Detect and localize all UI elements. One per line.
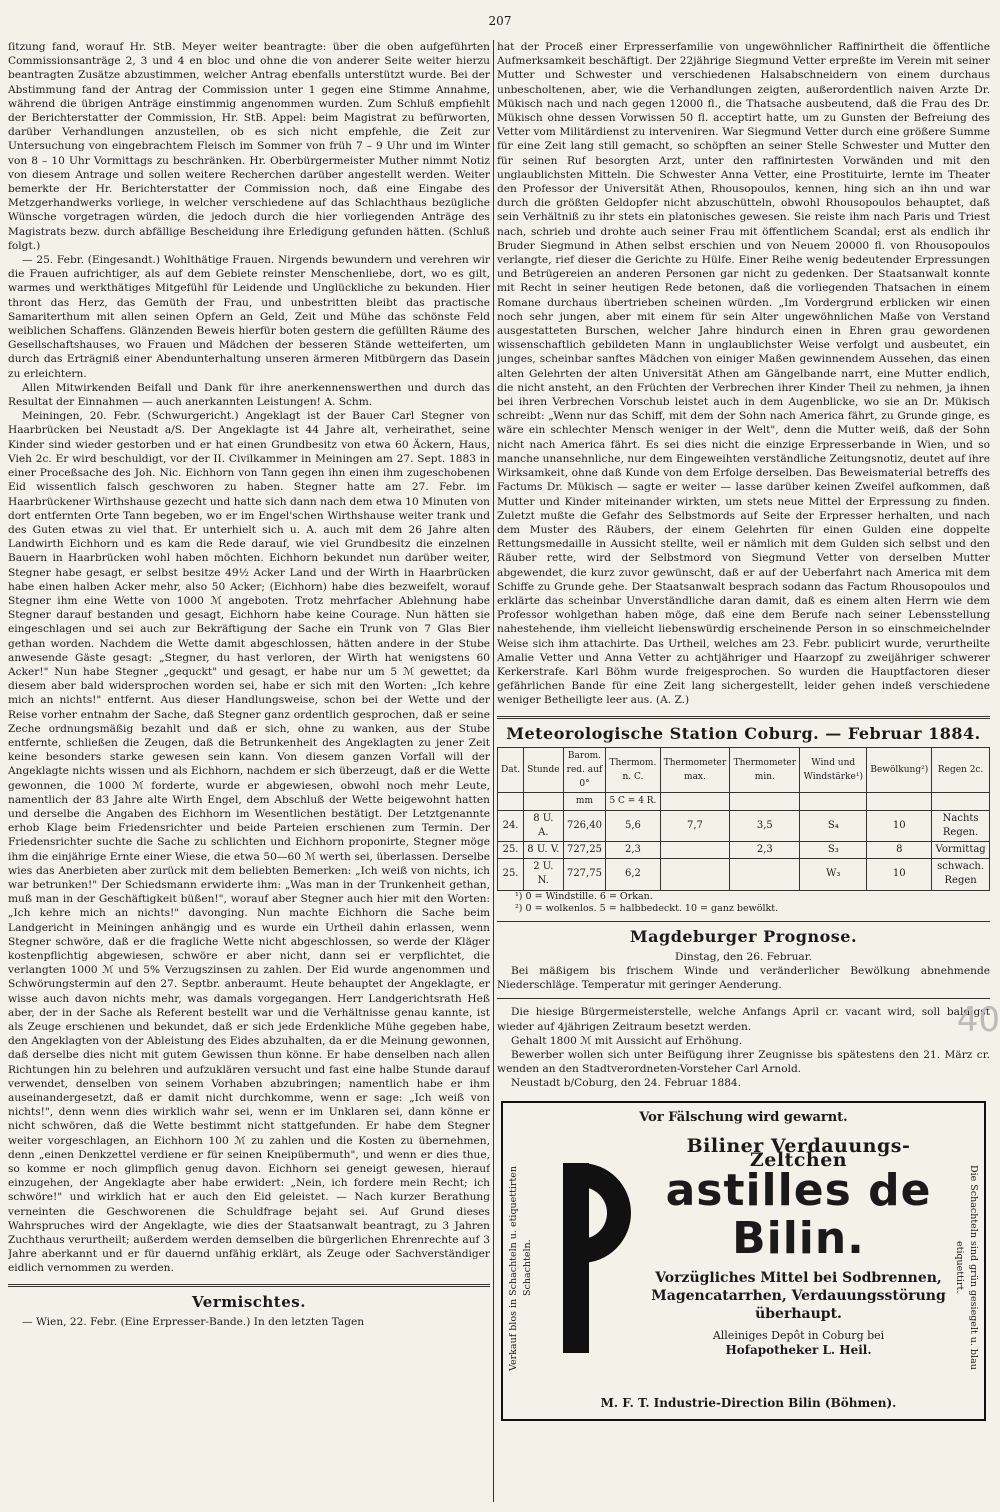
table-cell: 10 (867, 810, 932, 841)
notice-apply: Bewerber wollen sich unter Beifügung ihrer Zeugnisse bis spätestens den 21. März cr. wenden an den Stadtverordneten-Vorsteher Carl Arnold. (497, 1049, 990, 1076)
weather-subheader-cell (867, 793, 932, 810)
ad-depot-name: Hofapotheker L. Heil. (725, 1343, 872, 1358)
misc-section-title: Vermischtes. (192, 1292, 306, 1311)
table-row (498, 810, 990, 841)
weather-header-cell: Dat. (498, 747, 524, 793)
article-thanks: Allen Mitwirkenden Beifall und Dank für ihre anerkennenswerthen und durch das Resultat der Einnahmen — auch anerkannten Leistungen! A. Schm. (8, 381, 490, 409)
section-divider (8, 1284, 490, 1287)
table-cell: 24. (498, 810, 524, 841)
table-cell: 727,25 (563, 841, 606, 858)
table-cell: 10 (867, 859, 932, 890)
weather-header-cell: Regen 2c. (932, 747, 990, 793)
ad-depot-label: Alleiniges Depôt in Coburg bei (712, 1329, 885, 1343)
weather-subheader-row (498, 793, 990, 810)
weather-header-row (498, 747, 990, 793)
notice-signature: Neustadt b/Coburg, den 24. Februar 1884. (511, 1077, 742, 1090)
page-number: 207 (488, 14, 512, 28)
weather-subheader-cell (932, 793, 990, 810)
prognosis-divider (497, 921, 990, 922)
table-row (498, 859, 990, 890)
table-cell: schwach. Regen (932, 859, 990, 890)
weather-subheader-cell: mm (563, 793, 606, 810)
ad-brand-line2: astilles de Bilin. (665, 1165, 932, 1265)
ad-big-letter-p-icon (563, 1163, 633, 1353)
weather-note: ²) 0 = wolkenlos. 5 = halbbedeckt. 10 = ganz bewölkt. (515, 902, 779, 914)
table-cell (660, 859, 730, 890)
ad-brand-line1: Biliner Verdauungs-Zeltchen (686, 1134, 911, 1171)
article-charitable-women: — 25. Febr. (Eingesandt.) Wohlthätige Frauen. Nirgends bewundern und verehren wir die Frauen aufrichtiger, als auf dem Gebiete reinster Menschenliebe, dort, wo es gilt, warmes und werkthätiges Mitgefühl für Leidende und Unglückliche zu bekunden. Hier thront das Herz, das Gemüth der Frau, und unbestritten bleibt das practische Samariterthum mit allen seinen Opfern an Geld, Zeit und Mühe das schönste Feld weiblichen Schaffens. Glänzenden Beweis hierfür boten gestern die gefüllten Räume des Gesellschaftshauses, wo Frauen und Mädchen der besseren Stände wetteiferten, um durch das Erträgniß einer Abendunterhaltung unseren ärmeren Mitbürgern das Dasein zu erleichtern. (8, 254, 490, 380)
table-cell: 3,5 (730, 810, 800, 841)
ad-body (643, 1134, 954, 1359)
table-cell: 2 U. N. (524, 859, 564, 890)
weather-header-cell: Barom. red. auf 0° (563, 747, 606, 793)
weather-divider (497, 716, 990, 719)
table-cell: 7,7 (660, 810, 730, 841)
article-vienna-continuation: hat der Proceß einer Erpresserfamilie von ungewöhnlicher Raffinirtheit die öffentliche Aufmerksamkeit beschäftigt. Der 22jährige Siegmund Vetter erpreßte im Verein mit seiner Mutter und Schwester und verschiedenen Halsabschneidern von einem durchaus unbescholtenen, aber, wie die Verhandlungen zeigten, außerordentlich naiven Arzte Dr. Mükisch nach und nach gegen 12000 fl., die Thatsache ausbeutend, daß die Frau des Dr. Mükisch ohne dessen Vorwissen 50 fl. acceptirt hatte, um zu Gunsten der Befreiung des Vetter vom Militärdienst zu interveniren. War Siegmund Vetter durch eine größere Summe für eine Zeit lang still gemacht, so schöpften an seiner Stelle Schwester und Mutter den für seinen Ruf besorgten Arzt, unter den raffinirtesten Vorwänden und mit den unglaublichsten Mitteln. Die Schwester Anna Vetter, eine Prostituirte, lernte im Theater den Professor der Universität Athen, Rhousopoulos, kennen, hing sich an ihn und war durch die größten Geldopfer nicht abzuschütteln, obwohl Rhousopoulos behauptet, daß sein Verhältniß zu ihr stets ein platonisches gewesen. Sie reiste ihm nach Paris und Triest nach, schrieb und drohte auch seiner Frau mit öffentlichem Scandal; erst als endlich ihr Bruder Siegmund in Athen selbst erschien und von Neuem 20000 fl. von Rhousopoulos verlangte, rief dieser die Gerichte zu Hülfe. Einer Reihe wenig bedeutender Erpressungen und Betrügereien an anderen Personen gar nicht zu gedenken. Der Staatsanwalt konnte mit Recht in seiner heutigen Rede betonen, daß die vorliegenden Thatsachen in einem Romane durchaus übertrieben scheinen würden. „Im Vordergrund erblicken wir einen noch sehr jungen, aber mit einem für sein Alter ungewöhnlichen Maße von Verstand ausgestatteten Burschen, welcher Jahre hindurch einen in Ehren grau gewordenen wissenschaftlich gebildeten Mann in unglaublichster Weise verfolgt und ausbeutet, ein junges, scheinbar sanftes Mädchen von einiger Maßen gewinnendem Aussehen, das einen alten Gelehrten der alten Universität Athen am Gängelbande narrt, eine Mutter endlich, die nicht ansteht, an den Früchten der Verbrechen ihrer Kinder Theil zu nehmen, ja ihnen bei ihren Verbrechen Vorschub leistet auch in dem Augenblicke, wo sie an Dr. Mükisch schreibt: „Wenn nur das Schiff, mit dem der Sohn nach America fährt, zu Grunde ginge, es wäre ein schlechter Mensch weniger in der Welt", denn die Mutter weiß, daß der Sohn nicht nach America fährt. Es sei dies nicht die einzige Erpresserbande in Wien, und so manche unansehnliche, nur dem Eingeweihten verständliche Zeitungsnotiz, deutet auf ihre Wirksamkeit, ohne daß Kunde von dem Erfolge derselben. Das Beweismaterial betreffs des Factums Dr. Mükisch — sagte er weiter — lasse darüber keinen Zweifel aufkommen, daß Mutter und Kinder miteinander wirkten, um stets neue Mittel der Erpressung zu finden. Zuletzt mußte die Gefahr des Selbstmords auf Seite der Erpresser herhalten, und nach dem Muster des Räubers, der einem Gelehrten für einen Gulden eine doppelte Rettungsmedaille in Aussicht stellte, weil er nämlich mit dem Gulden sich selbst und den Räuber rette, wird der Selbstmord von Siegmund Vetter von derselben Mutter abgewendet, die kurz zuvor gewünscht, daß er auf der Ueberfahrt nach America mit dem Schiffe zu Grunde gehe. Der Staatsanwalt besprach sodann das Factum Rhousopoulos und erklärte das scheinbar Unverständliche daran damit, daß es einem alten Herrn wie dem Professor wohlgethan haben möge, daß eine dem Berufe nach seiner Lebensstellung nahestehende, ihm vielleicht liebenswürdig erscheinende Person in so einschmeichelnder Weise sich ihm attachirte. Das Urtheil, welches am 23. Febr. publicirt wurde, verurtheilte Amalie Vetter und Anna Vetter zu achtjähriger und Haarzopf zu zweijähriger schwerer Kerkerstrafe. Karl Böhm wurde freigesprochen. So wurden die Hauptfactoren dieser gefährlichen Bande für eine Zeit lang sichergestellt, leider gehen indeß verschiedene weniger Betheiligte leer aus. (A. Z.) (497, 41, 990, 707)
ad-footer: M. F. T. Industrie-Direction Bilin (Böhmen). (600, 1396, 897, 1411)
left-column (8, 40, 490, 1508)
table-cell: S₄ (800, 810, 867, 841)
notice-text: Die hiesige Bürgermeisterstelle, welche Anfangs April cr. vacant wird, soll baldigst wieder auf 4jährigen Zeitraum besetzt werden. (497, 1006, 990, 1033)
table-cell: Vormittag (932, 841, 990, 858)
advertisement-bilin (501, 1101, 986, 1421)
table-cell: 727,75 (563, 859, 606, 890)
weather-header-cell: Wind und Windstärke¹) (800, 747, 867, 793)
prognosis-title: Magdeburger Prognose. (629, 926, 858, 946)
ad-depot (643, 1329, 954, 1358)
table-row (498, 841, 990, 858)
notice-salary: Gehalt 1800 ℳ mit Aussicht auf Erhöhung. (511, 1034, 743, 1047)
weather-title: Meteorologische Station Coburg. — Februar 1884. (506, 723, 981, 743)
table-cell: 2,3 (606, 841, 660, 858)
article-vienna-intro: — Wien, 22. Febr. (Eine Erpresser-Bande.) In den letzten Tagen (22, 1315, 365, 1328)
table-cell (730, 859, 800, 890)
ad-side-text-left: Verkauf blos in Schachteln u. etiquettirten Schachteln. (508, 1165, 534, 1371)
table-cell: 726,40 (563, 810, 606, 841)
right-column (497, 40, 990, 1508)
table-cell: 8 (867, 841, 932, 858)
article-meiningen-court: Meiningen, 20. Febr. (Schwurgericht.) Angeklagt ist der Bauer Carl Stegner von Haarbrücken bei Neustadt a/S. Der Angeklagte ist 44 Jahre alt, verheirathet, seine Kinder sind wieder gestorben und er hat einen Grundbesitz von etwa 60 Äckern, Haus, Vieh 2c. Er wird beschuldigt, vor der II. Civilkammer in Meiningen am 27. Sept. 1883 in einer Proceßsache des Joh. Nic. Eichhorn von Tann gegen ihn einen ihm zugeschobenen Eid wissentlich falsch geschworen zu haben. Stegner hatte am 27. Febr. im Haarbrückener Wirthshause gezecht und hatte sich dann nach dem etwa 10 Minuten von dort entfernten Orte Tann begeben, wo er im Engel'schen Wirthshause weiter trank und des Guten etwas zu viel that. Er unterhielt sich u. A. auch mit dem 26 Jahre alten Landwirth Eichhorn und es kam die Rede darauf, wie viel Grundbesitz die einzelnen Bauern in Haarbrücken wohl haben möchten. Eichhorn bekundet nun darüber weiter, Stegner habe gesagt, er selbst besitze 49½ Acker Land und der Wirth in Haarbrücken habe einen halben Acker mehr, also 50 Acker; (Eichhorn) habe dies bezweifelt, worauf Stegner ihm eine Wette von 1000 ℳ angeboten. Trotz mehrfacher Ablehnung habe Stegner darauf bestanden und gesagt, Eichhorn habe keine Courage. Nun hätten sie eingeschlagen und sei auch zur Bekräftigung der Sache ein Trunk von 7 Glas Bier gethan worden. Nachdem die Wette damit abgeschlossen, hätten andere in der Stube anwesende Gäste gesagt: „Stegner, du hast verloren, der Wirth hat wenigstens 60 Acker!" Nun habe Stegner „gequckt" und gesagt, er habe nur um 5 ℳ gewettet; da diesem aber bald widersprochen worden sei, habe er sich mit den Worten: „Ich kehre mich an nichts!" entfernt. Aus dieser Handlungsweise, schon bei der Wette und der Reise vorher entnahm der Sache, daß Stegner ganz ordentlich gesprochen, daß er seine Zeche ordnungsmäßig bezahlt und daß er sich, ohne zu wanken, aus der Stube entfernte, schließen die Zeugen, daß die Betrunkenheit des Angeklagten zu jener Zeit keine besonders starke gewesen sein kann. Von diesem ganzen Vorfall will der Angeklagte nichts wissen und als Eichhorn, nachdem er sich überzeugt, daß er die Wette gewonnen, die 1000 ℳ forderte, wurde er abgewiesen, obwohl noch mehr Leute, namentlich der 83 Jahre alte Wirth Engel, dem Abschluß der Wette beigewohnt hatten und derselbe die Angaben des Eichhorn im Wesentlichen bestätigt. Der Letztgenannte erhob Klage beim Friedensrichter und beide Parteien erschienen zum Termin. Der Friedensrichter suchte die Sache zu schlichten und Eichhorn proponirte, Stegner möge ihm die einjährige Ernte einer Wiese, die etwa 50—60 ℳ werth sei, überlassen. Derselbe wies das Anerbieten aber zurück mit dem beliebten Bemerken: „Ich weiß von nichts, ich war betrunken!" Der Schiedsmann erwiderte ihm: „Was man in der Trunkenheit gethan, muß man in der Geschäftigkeit büßen!", worauf aber Stegner auch hier mit den Worten: „Ich kehre mich an nichts!" davonging. Nun machte Eichhorn die Sache beim Landgericht in Meiningen anhängig und es wurde ein Urtheil dahin erlassen, wenn Stegner schwöre, daß er die fragliche Wette nicht abgeschlossen, so werde der Kläger kostenpflichtig abgewiesen, schwöre er aber nicht, dann sei er verpflichtet, die verlangten 1000 ℳ und 5% Verzugszinsen zu zahlen. Der Eid wurde angenommen und Schwörungstermin auf den 27. Septbr. anberaumt. Heute behauptet der Angeklagte, er wisse auch davon nichts mehr, was damals vorgegangen. Herr Landgerichtsrath Heß aber, der in der Sache als Referent bestellt war und die Verhältnisse genau kannte, ist als Zeuge erschienen und bekundet, daß er sich jede Erdenkliche Mühe gegeben habe, den Angeklagten von der Ableistung des Eides abzuhalten, da er die Meinung gewonnen, daß derselbe dies nicht mit gutem Gewissen thun könne. Er habe denselben nach allen Richtungen hin zu belehren und aufzuklären versucht und fast eine halbe Stunde darauf verwendet, denselben von seinem Vorhaben abzubringen; namentlich habe er ihm auseinandergesetzt, daß er damit nicht durchkomme, wenn er sage: „Ich weiß von nichts!", denn wenn dies wirklich wahr sei, wenn er im Unklaren sei, dann könne er nicht schwören, daß die Wette bestimmt nicht stattgefunden. Er habe dem Stegner weiter vorgeschlagen, an Eichhorn 100 ℳ zu zahlen und die Kosten zu übernehmen, denn „einen Denkzettel verdiene er für seinen Kneipübermuth", und wenn er dies thue, so komme er noch glimpflich genug davon. Eichhorn sei geneigt gewesen, hierauf einzugehen, der Angeklagte aber habe erwidert: „Nein, ich fordere mein Recht; ich schwöre!" und wirklich hat er auch den Eid geleistet. — Nach kurzer Berathung verneinten die Geschworenen die Schuldfrage bejaht sei. Auf Grund dieses Wahrspruches wird der Angeklagte, wie dies der Staatsanwalt beantragt, zu 3 Jahren Zuchthaus verurtheilt; außerdem werden demselben die bürgerlichen Ehrenrechte auf 3 Jahre aberkannt und er für dauernd unfähig erklärt, als Zeuge oder Sachverständiger eidlich vernommen zu werden. (8, 410, 490, 1275)
ad-description: Vorzügliches Mittel bei Sodbrennen, Magencatarrhen, Verdauungsstörung überhaupt. (651, 1270, 946, 1323)
table-cell: 25. (498, 841, 524, 858)
prognosis-text: Bei mäßigem bis frischem Winde und veränderlicher Bewölkung abnehmende Niederschläge. Temperatur mit geringer Aenderung. (497, 964, 990, 992)
table-cell: 8 U. A. (524, 810, 564, 841)
weather-subheader-cell: 5 C = 4 R. (606, 793, 660, 810)
ad-letter-bowl (563, 1163, 631, 1263)
table-cell: W₃ (800, 859, 867, 890)
table-cell: 2,3 (730, 841, 800, 858)
margin-handwritten-mark: 40 (956, 1000, 1000, 1040)
weather-header-cell: Thermometer min. (730, 747, 800, 793)
table-cell: Nachts Regen. (932, 810, 990, 841)
article-council-continuation: ſitzung fand, worauf Hr. StB. Meyer weiter beantragte: über die oben aufgeführten Commissionsanträge 2, 3 und 4 en bloc und ohne die von anderer Seite weiter hierzu beantragten Zusätze abzustimmen, welcher Antrag ebenfalls unterstützt wurde. Bei der Abstimmung fand der Antrag der Commission unter 1 gegen eine Stimme Annahme, während die übrigen Anträge einstimmig angenommen wurden. Zum Schluß empfiehlt der Berichterstatter der Commission, Hr. StB. Appel: beim Magistrat zu befürworten, darüber Verhandlungen anzustellen, ob es sich nicht empfehle, die Zeit zur Untersuchung von eingebrachtem Fleisch im Sommer von früh 7 – 9 Uhr und im Winter von 8 – 10 Uhr Vormittags zu beschränken. Hr. Oberbürgermeister Muther nimmt Notiz von diesem Antrage und sollen weitere Recherchen darüber angestellt werden. Weiter bemerkte der Hr. Berichterstatter der Commission noch, daß eine Eingabe des Metzgerhandwerks vorliege, in welcher verschiedene auf das Schlachthaus bezügliche Wünsche vorgetragen würden, die jedoch durch die hier vorliegenden Anträge des Magistrats bezw. durch abfällige Bescheidung ihre Erledigung gefunden hätten. (Schluß folgt.) (8, 41, 490, 252)
notice-divider (497, 998, 990, 999)
weather-header-cell: Thermom. n. C. (606, 747, 660, 793)
weather-header-cell: Stunde (524, 747, 564, 793)
ad-warning: Vor Fälschung wird gewarnt. (639, 1109, 848, 1125)
table-cell: S₃ (800, 841, 867, 858)
weather-subheader-cell (730, 793, 800, 810)
prognosis-date: Dinstag, den 26. Februar. (675, 950, 812, 963)
weather-subheader-cell (524, 793, 564, 810)
weather-note: ¹) 0 = Windstille. 6 = Orkan. (515, 890, 653, 902)
column-rule (493, 40, 494, 1502)
weather-subheader-cell (800, 793, 867, 810)
weather-table (497, 747, 990, 891)
weather-subheader-cell (660, 793, 730, 810)
table-cell: 8 U. V. (524, 841, 564, 858)
table-cell: 6,2 (606, 859, 660, 890)
weather-header-cell: Thermometer max. (660, 747, 730, 793)
weather-subheader-cell (498, 793, 524, 810)
ad-side-text-right: Die Schachteln sind grün gesiegelt u. blau etiquettirt. (953, 1165, 979, 1371)
weather-header-cell: Bewölkung²) (867, 747, 932, 793)
table-cell (660, 841, 730, 858)
table-cell: 25. (498, 859, 524, 890)
table-cell: 5,6 (606, 810, 660, 841)
